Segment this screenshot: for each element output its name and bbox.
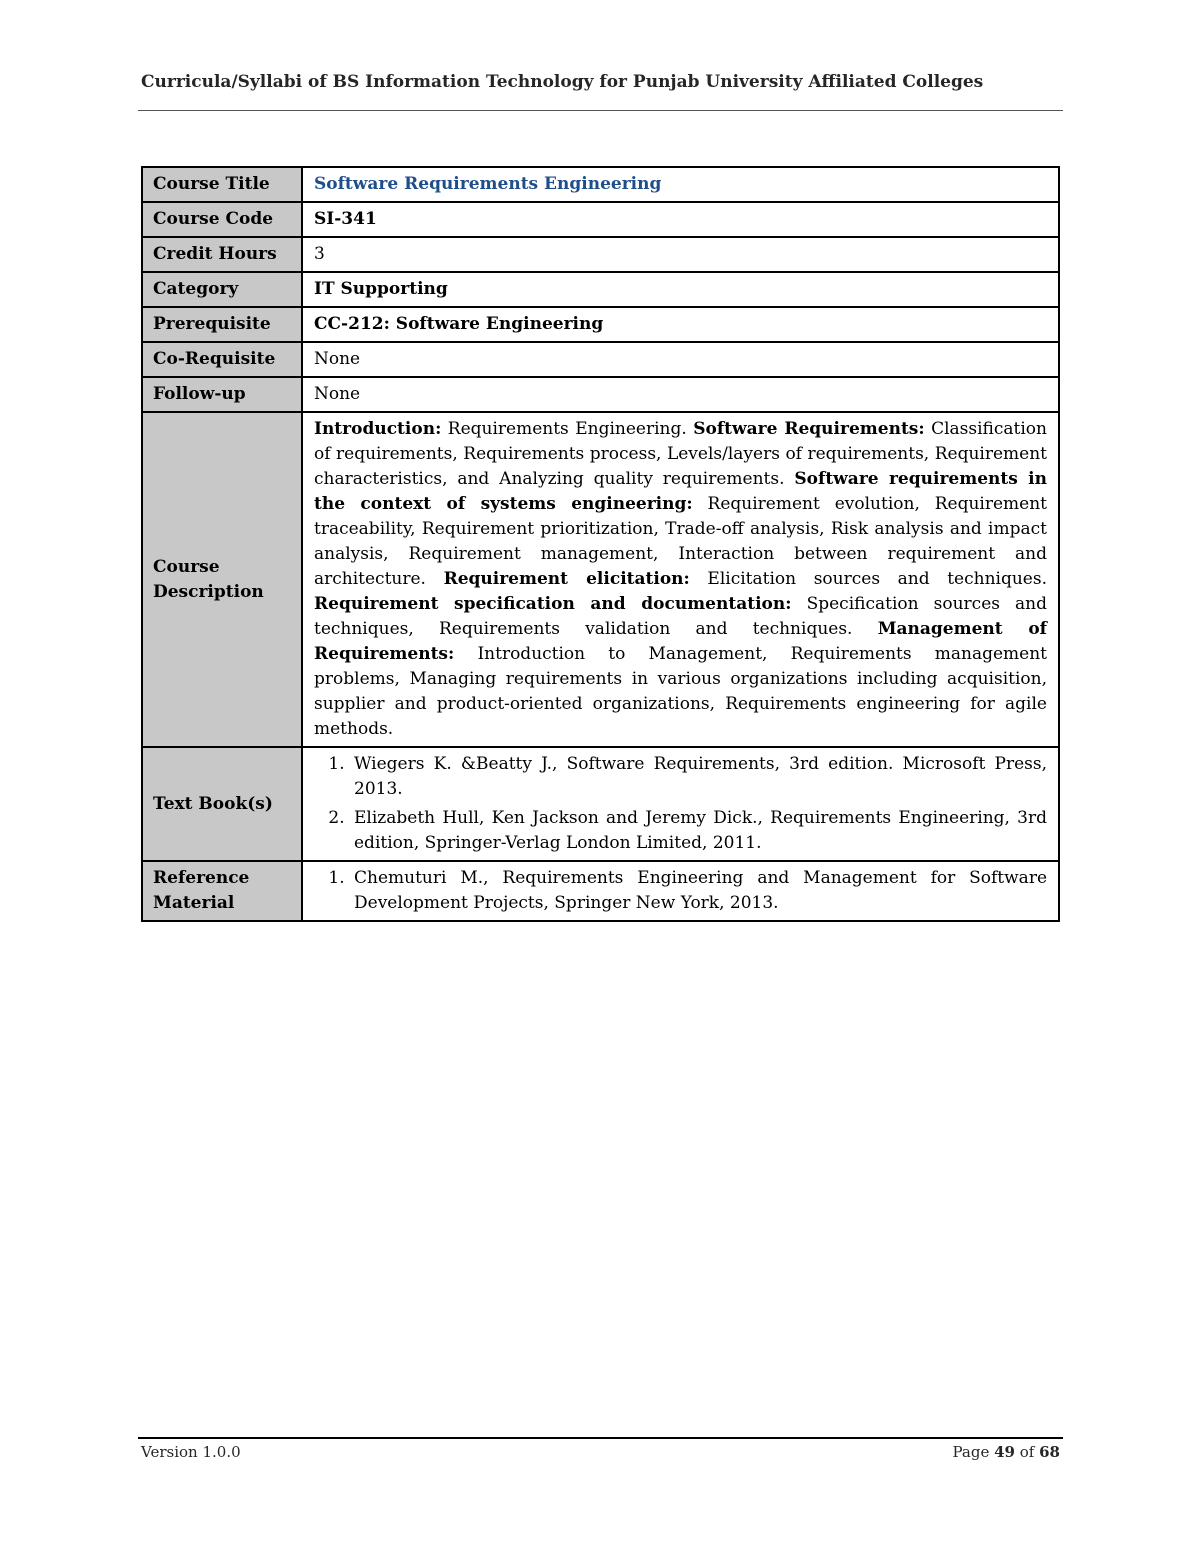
header-divider [138,110,1063,111]
category-value: IT Supporting [302,272,1059,307]
table-row [142,167,1059,202]
textbook-item: 1. Wiegers K. &Beatty J., Software Requirements, 3rd edition. Microsoft Press, 2013. [350,752,1047,802]
prerequisite-label: Prerequisite [142,307,302,342]
textbooks-label: Text Book(s) [142,747,302,861]
desc-heading-systems-engineering: Software requirements in the context of systems engineering: [314,469,1047,514]
desc-text: Specification sources and techniques, Requirements validation and techniques. [314,594,1048,639]
desc-text: Elicitation sources and techniques. [689,569,1047,589]
page-number [953,1443,1060,1461]
page-prefix: Page [952,1443,995,1461]
references-list [314,866,1047,916]
follow-up-value: None [302,377,1059,412]
version-label: Version 1.0.0 [141,1443,241,1461]
course-code-value: SI-341 [302,202,1059,237]
desc-heading-elicitation: Requirement elicitation: [443,569,690,589]
table-row [142,377,1059,412]
desc-heading-management: Management of Requirements: [314,619,1047,664]
corequisite-value: None [302,342,1059,377]
prerequisite-value: CC-212: Software Engineering [302,307,1059,342]
textbooks-value [302,747,1059,861]
table-row [142,272,1059,307]
category-label: Category [142,272,302,307]
page-of: of [1015,1443,1040,1461]
table-row [142,202,1059,237]
desc-heading-software-requirements: Software Requirements: [693,419,925,439]
reference-material-label: Reference Material [142,861,302,921]
course-description-value [302,412,1059,747]
table-row [142,747,1059,861]
table-row [142,307,1059,342]
desc-text: Classification of requirements, Requirements process, Levels/layers of requirements, Requirement characteristics, and Analyzing quality requirements. [314,419,1047,489]
page-header: Curricula/Syllabi of BS Information Technology for Punjab University Affiliated Colleges [141,72,984,92]
table-row [142,342,1059,377]
textbook-item: 2. Elizabeth Hull, Ken Jackson and Jeremy Dick., Requirements Engineering, 3rd edition, Springer-Verlag London Limited, 2011. [350,806,1047,856]
course-title-value: Software Requirements Engineering [302,167,1059,202]
desc-text: Requirements Engineering. [441,419,694,439]
footer-divider [138,1437,1063,1439]
corequisite-label: Co-Requisite [142,342,302,377]
textbooks-list [314,752,1047,856]
course-title-label: Course Title [142,167,302,202]
follow-up-label: Follow-up [142,377,302,412]
credit-hours-value: 3 [302,237,1059,272]
credit-hours-label: Credit Hours [142,237,302,272]
table-row [142,861,1059,921]
table-row [142,237,1059,272]
reference-item: 1. Chemuturi M., Requirements Engineering and Management for Software Development Projects, Springer New York, 2013. [350,866,1047,916]
table-row [142,412,1059,747]
course-code-label: Course Code [142,202,302,237]
desc-text: Introduction to Management, Requirements management problems, Managing requirements in various organizations including acquisition, supplier and product-oriented organizations, Requirements engineering for agile methods. [314,644,1047,739]
reference-material-value [302,861,1059,921]
course-description-label: Course Description [142,412,302,747]
desc-text: Requirement evolution, Requirement traceability, Requirement prioritization, Trade-off analysis, Risk analysis and impact analysis, Requirement management, Interaction between requirement and architecture. [314,494,1048,589]
page-total: 68 [1039,1443,1060,1461]
desc-heading-specification: Requirement specification and documentation: [314,594,792,614]
course-table [141,166,1060,922]
page-current: 49 [994,1443,1015,1461]
desc-heading-introduction: Introduction: [314,419,442,439]
